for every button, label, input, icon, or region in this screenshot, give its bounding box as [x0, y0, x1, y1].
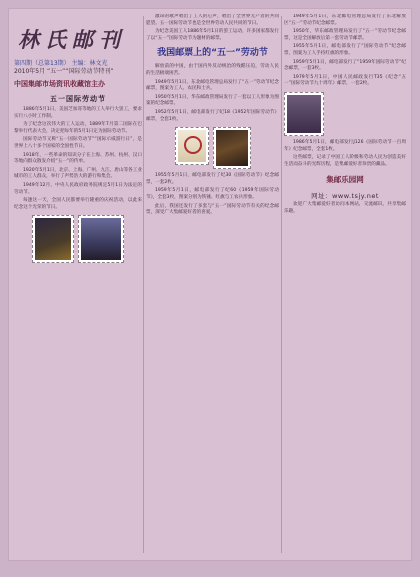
stamp-image [213, 127, 251, 169]
paragraph: 1955年5月1日，邮电部发行了“国际劳动节”纪念邮票，图案为工人手持红旗的形象。 [284, 44, 406, 56]
newsletter-page [8, 8, 412, 561]
section-title: 五一国际劳动节 [50, 95, 106, 103]
footer-note: 欢迎广大集邮爱好者访问本网站，交流邮识，共享集邮乐趣。 [284, 202, 406, 214]
paragraph: 1959年5月1日，邮电部发行了“1959年国际劳动节”纪念邮票，一套3枚。 [284, 59, 406, 72]
paragraph: 为纪念美国工人1886年5月1日的罢工运动，许多国家都发行了以“五一”国际劳动节为题材的邮票。 [146, 29, 279, 41]
paragraph: 1950年5月1日，华东邮政管理局发行了一套以工人形象为图案的纪念邮票。 [146, 94, 279, 107]
issue-date: 2010年5月 “五一”“国际劳动节特刊” [14, 68, 114, 75]
column-left [14, 14, 142, 267]
paragraph: 1979年5月1日，中国人民邮政发行T35《纪念“五一”国际劳动节九十周年》邮票，一套2枚。 [284, 74, 406, 87]
issue-number: 第四期（总第13期） 主编：林文光 [14, 60, 108, 67]
paragraph: 1952年5月1日，邮电部发行了纪18《1952年国际劳动节》邮票，全套1枚。 [146, 109, 279, 122]
paragraph: 这些邮票，记录了中国工人阶级和劳动人民为创造美好生活而奋斗的光辉历程，是集邮爱好者珍贵的藏品。 [284, 155, 406, 167]
paragraph: 1986年5月1日，邮电部发行J126《国际劳动节一百周年》纪念邮票，全套1枚。 [284, 139, 406, 152]
website-link[interactable]: 网址：www.tsjy.net [311, 192, 379, 201]
paragraph: 激昂的歌声唱出了工人的心声，唱出了全世界无产者的共同愿望。五一国际劳动节也是全世界劳动人民共同的节日。 [146, 14, 279, 26]
stamp-image [284, 92, 324, 136]
publisher: 中国集邮市场资讯收藏馆主办 [14, 80, 105, 88]
column-divider [143, 16, 144, 553]
paragraph: 每逢这一天，全国人民都要举行隆重的庆祝活动，以此来纪念这个光荣的节日。 [14, 198, 142, 210]
paragraph: 1949年12月，中央人民政府政务院规定5月1日为法定的劳动节。 [14, 182, 142, 195]
paragraph: 1920年5月1日，北京、上海、广州、九江、唐山等各工业城市的工人群众，举行了声势浩大的游行和集会。 [14, 167, 142, 180]
paragraph: 1886年5月1日，美国芝加哥等地的工人举行大罢工，要求实行八小时工作制。 [14, 107, 142, 119]
column-middle [146, 14, 279, 219]
paragraph: 1959年5月1日，邮电部发行了纪60《1959年国际劳动节》，全套3枚，图案分别为铁锤、红旗与工农兵形象。 [146, 188, 279, 200]
club-name: 集邮乐园网 [326, 175, 364, 185]
stamp-image [32, 215, 74, 263]
column-right [284, 14, 406, 218]
paragraph: 1918年，一些革命的知识分子在上海、苏州、杭州、汉口等地向群众散发介绍“五一”的传单。 [14, 152, 142, 165]
paragraph: 国际劳动节又称“五一国际劳动节”“国际示威游行日”，是世界上八十多个国家的全国性节日。 [14, 137, 142, 149]
issue-info [14, 60, 142, 76]
paragraph: 1949年5月1日，东北邮电管理总局发行了东北解放区“五一”劳动节纪念邮票。 [284, 14, 406, 26]
stamp-row-left [14, 215, 142, 263]
paragraph: 1955年5月1日，邮电部发行了纪30《国际劳动节》纪念邮票，一套2枚。 [146, 173, 279, 185]
column-divider [281, 16, 282, 553]
stamp-row-middle [146, 127, 279, 169]
masthead-title: 林氏邮刊 [18, 27, 126, 52]
paragraph: 1950年，华东邮政管理局发行了“五一”劳动节纪念邮票，这是全国解放后第一套劳动节邮票。 [284, 29, 406, 41]
article-headline: 我国邮票上的“五一”劳动节 [157, 48, 268, 59]
paragraph: 为了纪念这次伟大的工人运动，1889年7月第二国际在巴黎举行代表大会，决定把每年的5月1日定为国际劳动节。 [14, 122, 142, 134]
paragraph: 解放前的中国，由于国内外反动统治的残酷压迫，劳动人民的生活极端困苦。 [146, 64, 279, 76]
paragraph: 1949年5月1日，东北邮电管理总局发行了“五一”劳动节纪念邮票，图案为工人、农民和士兵。 [146, 79, 279, 92]
paragraph: 此后，我国还发行了多套与“五一”国际劳动节有关的纪念邮票，深受广大集邮爱好者的喜爱。 [146, 203, 279, 216]
stamp-image [175, 127, 209, 165]
stamp-image [78, 215, 124, 263]
